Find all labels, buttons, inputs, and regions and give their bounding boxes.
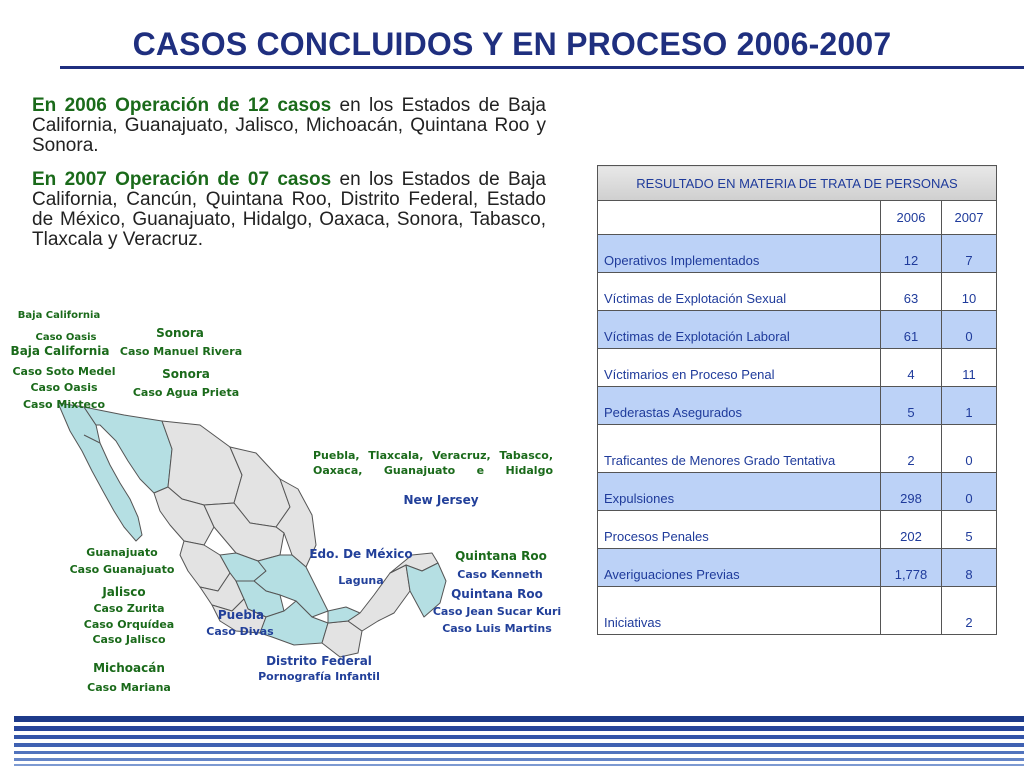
label-bc2-case3: Caso Mixteco [22,398,106,411]
label-bc2-state: Baja California [10,344,110,358]
row-label: Traficantes de Menores Grado Tentativa [598,425,881,473]
label-bc1-state: Baja California [17,310,101,321]
value-2007: 0 [942,311,997,349]
results-table [597,165,997,635]
footer-stripe [14,735,1024,739]
paragraph-2006-text: en los Estados de Baja California, Guanajuato, Jalisco, Michoacán, Quintana Roo y Sonora. [32,95,546,156]
label-qroo2-case2: Caso Luis Martins [442,622,552,635]
value-2007: 0 [942,473,997,511]
footer-stripe [14,758,1024,761]
value-2006: 298 [881,473,942,511]
year-2006-header: 2006 [881,201,942,235]
value-2007: 11 [942,349,997,387]
value-2007: 2 [942,587,997,635]
label-jal-case2: Caso Orquídea [83,618,175,631]
row-label: Iniciativas [598,587,881,635]
year-2007-header: 2007 [942,201,997,235]
paragraph-2006-highlight: En 2006 Operación de 12 casos [32,95,332,116]
value-2006: 2 [881,425,942,473]
label-gto-case: Caso Guanajuato [69,563,175,576]
table-row [598,349,997,387]
label-jal-state: Jalisco [102,585,146,599]
paragraph-2007 [32,170,546,250]
label-mich-state: Michoacán [93,661,165,675]
value-2006: 61 [881,311,942,349]
paragraph-2007-highlight: En 2007 Operación de 07 casos [32,169,332,190]
page-title: CASOS CONCLUIDOS Y EN PROCESO 2006-2007 [132,26,892,62]
row-label: Víctimarios en Proceso Penal [598,349,881,387]
table-years-row [598,201,997,235]
row-label: Pederastas Asegurados [598,387,881,425]
label-new-jersey: New Jersey [403,493,479,507]
value-2006: 202 [881,511,942,549]
label-bc2-case1: Caso Soto Medel [12,365,116,378]
value-2007: 1 [942,387,997,425]
table-row [598,549,997,587]
label-gto-state: Guanajuato [86,546,158,559]
table-row [598,473,997,511]
table-corner-cell [598,201,881,235]
table-row [598,387,997,425]
paragraph-2007-text: en los Estados de Baja California, Cancún, Quintana Roo, Distrito Federal, Estado de México, Guanajuato, Hidalgo, Oaxaca, Sonora, Tabasco, Tlaxcala y Veracruz. [32,169,546,250]
footer-stripe [14,764,1024,766]
table-header-row [598,166,997,201]
paragraph-2006 [32,96,546,156]
label-son2-state: Sonora [162,367,210,381]
footer-stripe [14,716,1024,722]
label-bc1-case: Caso Oasis [35,332,97,343]
table-title: RESULTADO EN MATERIA DE TRATA DE PERSONAS [598,166,997,201]
label-edomex-state: Edo. De México [309,547,413,561]
table-row [598,425,997,473]
label-son1-case: Caso Manuel Rivera [119,345,243,358]
label-qroo2-state: Quintana Roo [451,587,543,601]
table-row [598,235,997,273]
value-2006: 63 [881,273,942,311]
label-jal-case1: Caso Zurita [93,602,165,615]
footer-stripe [14,743,1024,747]
label-son1-state: Sonora [156,326,204,340]
label-multi-states: Puebla, Tlaxcala, Veracruz, Tabasco, Oaxaca, Guanajuato e Hidalgo [313,449,553,477]
value-2006: 4 [881,349,942,387]
label-mich-case: Caso Mariana [87,681,171,694]
value-2006: 12 [881,235,942,273]
value-2007: 0 [942,425,997,473]
label-qroo1-state: Quintana Roo [455,549,547,563]
label-edomex-case: Laguna [338,574,384,587]
footer-stripe [14,726,1024,731]
table-row [598,587,997,635]
row-label: Operativos Implementados [598,235,881,273]
row-label: Procesos Penales [598,511,881,549]
value-2007: 8 [942,549,997,587]
label-df-case: Pornografía Infantil [258,670,380,683]
value-2006: 5 [881,387,942,425]
title-underline [60,66,1024,69]
value-2006 [881,587,942,635]
value-2006: 1,778 [881,549,942,587]
label-qroo1-case: Caso Kenneth [457,568,543,581]
label-df-state: Distrito Federal [266,654,372,668]
label-pue-case: Caso Divas [206,625,274,638]
table-row [598,273,997,311]
row-label: Averiguaciones Previas [598,549,881,587]
row-label: Expulsiones [598,473,881,511]
label-jal-case3: Caso Jalisco [92,633,166,646]
value-2007: 10 [942,273,997,311]
row-label: Víctimas de Explotación Sexual [598,273,881,311]
row-label: Víctimas de Explotación Laboral [598,311,881,349]
value-2007: 7 [942,235,997,273]
label-bc2-case2: Caso Oasis [30,381,98,394]
value-2007: 5 [942,511,997,549]
table-row [598,511,997,549]
footer-stripes [0,712,1024,768]
label-pue-state: Puebla [217,608,265,622]
footer-stripe [14,751,1024,754]
table-row [598,311,997,349]
label-son2-case: Caso Agua Prieta [132,386,240,399]
label-qroo2-case1: Caso Jean Sucar Kuri [432,605,562,618]
